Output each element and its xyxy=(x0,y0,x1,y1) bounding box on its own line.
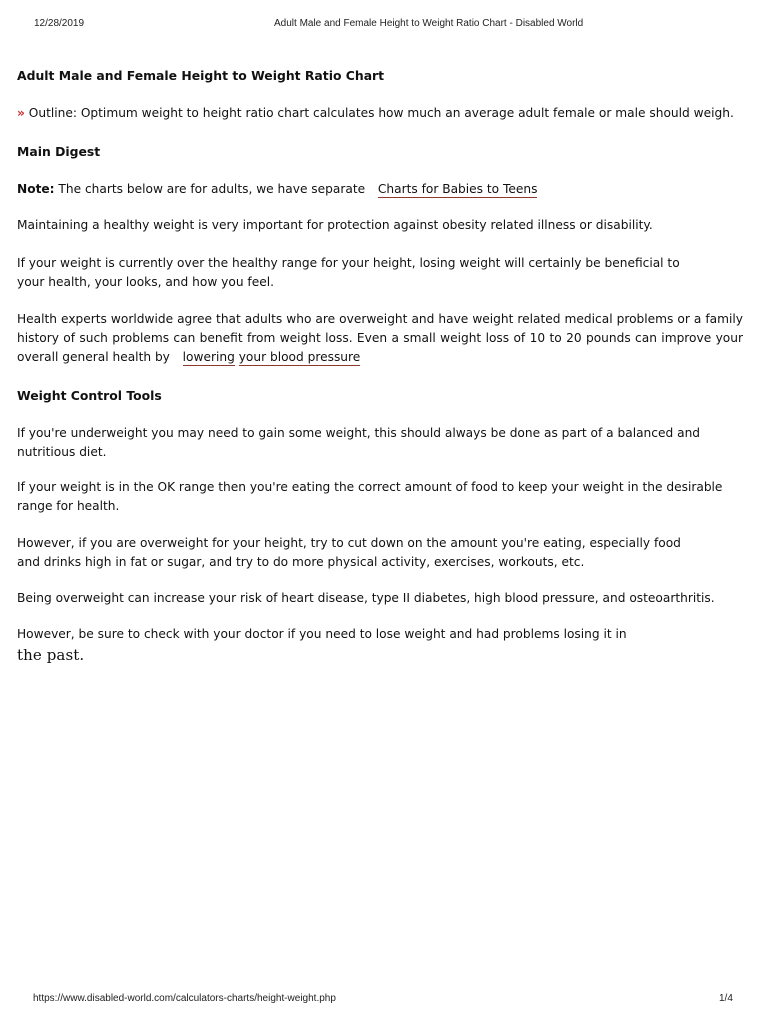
note-text: The charts below are for adults, we have separate xyxy=(58,182,366,196)
doctor-paragraph-end: the past. xyxy=(17,646,85,664)
lowering-link[interactable]: lowering xyxy=(182,350,235,364)
health-experts-paragraph xyxy=(17,310,743,367)
overweight-benefits-line-1: If your weight is currently over the healthy range for your height, losing weight will certainly be beneficial to xyxy=(17,256,680,270)
print-header-title: Adult Male and Female Height to Weight Ratio Chart - Disabled World xyxy=(274,18,584,29)
print-footer-page-number: 1/4 xyxy=(719,993,733,1004)
health-experts-text: Health experts worldwide agree that adults who are overweight and have weight related medical problems or a family history of such problems can benefit from weight loss. Even a small weight loss of 10 to 20 pounds can improve your overall general health by xyxy=(17,312,743,364)
risk-paragraph: Being overweight can increase your risk of heart disease, type II diabetes, high blood pressure, and osteoarthritis. xyxy=(17,591,715,605)
note-paragraph xyxy=(17,180,743,199)
overweight-advice-line-1: However, if you are overweight for your height, try to cut down on the amount you're eating, especially food xyxy=(17,536,681,550)
outline-paragraph xyxy=(17,104,743,123)
overweight-advice-line-2: and drinks high in fat or sugar, and try to do more physical activity, exercises, workouts, etc. xyxy=(17,555,585,569)
print-footer-url: https://www.disabled-world.com/calculators-charts/height-weight.php xyxy=(33,993,336,1004)
article-content xyxy=(17,66,743,666)
weight-control-tools-heading: Weight Control Tools xyxy=(17,388,162,403)
doctor-paragraph: However, be sure to check with your doctor if you need to lose weight and had problems losing it in xyxy=(17,627,627,641)
overweight-advice-paragraph xyxy=(17,534,743,572)
print-header-date: 12/28/2019 xyxy=(34,18,85,29)
outline-marker: » xyxy=(17,106,25,120)
outline-label: Outline: xyxy=(28,106,77,120)
overweight-benefits-line-2: your health, your looks, and how you feel. xyxy=(17,275,274,289)
blood-pressure-link[interactable]: your blood pressure xyxy=(238,350,361,364)
charts-for-babies-teens-link[interactable]: Charts for Babies to Teens xyxy=(377,182,538,196)
overweight-benefits-paragraph xyxy=(17,254,743,292)
underweight-paragraph: If you're underweight you may need to gain some weight, this should always be done as part of a balanced and nutritious diet. xyxy=(17,426,701,459)
outline-text: Optimum weight to height ratio chart calculates how much an average adult female or male should weigh. xyxy=(80,106,734,120)
note-label: Note: xyxy=(17,182,55,196)
ok-range-paragraph: If your weight is in the OK range then you're eating the correct amount of food to keep your weight in the desirable range for health. xyxy=(17,480,723,513)
main-digest-heading: Main Digest xyxy=(17,144,101,159)
healthy-weight-paragraph: Maintaining a healthy weight is very important for protection against obesity related illness or disability. xyxy=(17,218,653,232)
article-title: Adult Male and Female Height to Weight Ratio Chart xyxy=(17,68,385,83)
